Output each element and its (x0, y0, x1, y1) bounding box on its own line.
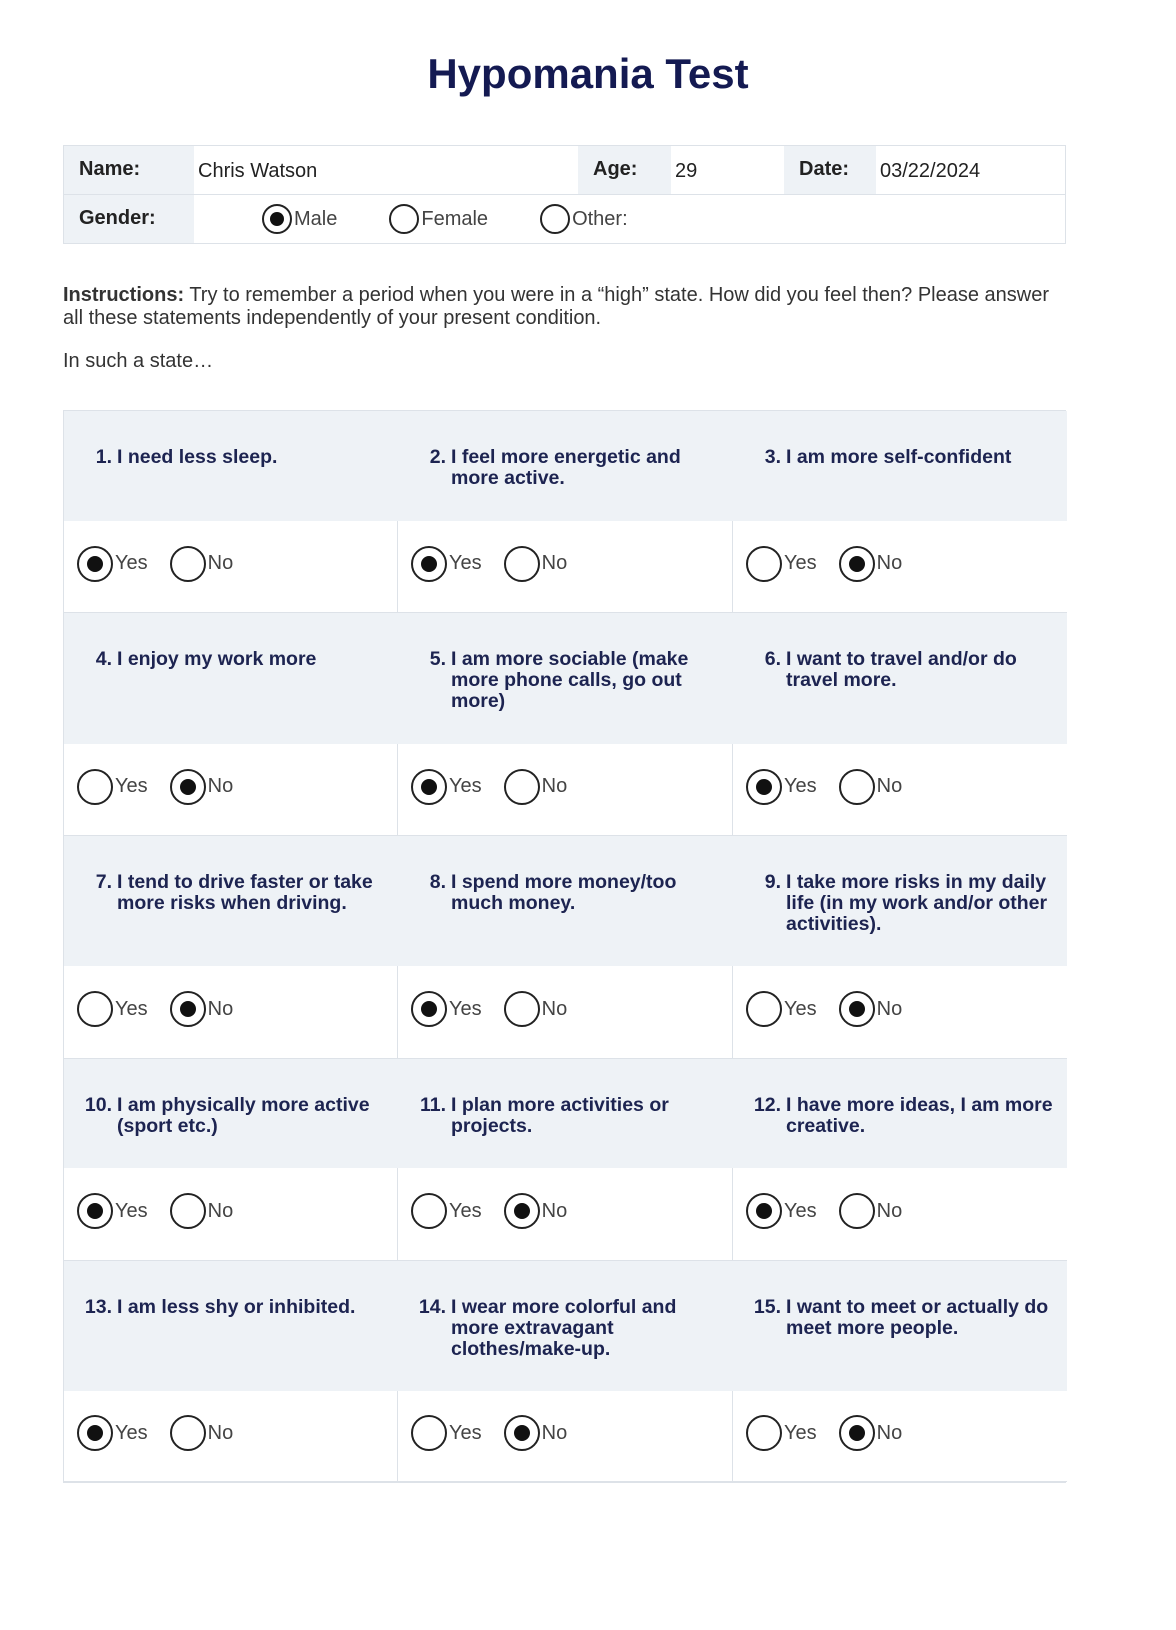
question-cell (733, 411, 1067, 521)
radio-unchecked-icon (504, 769, 540, 805)
question-number: 4. (95, 648, 112, 670)
question-text: I feel more energetic and more active. (451, 446, 681, 489)
radio-checked-icon (746, 769, 782, 805)
radio-unchecked-icon (540, 204, 570, 234)
radio-label: No (207, 1199, 234, 1222)
q10-yes-radio[interactable] (77, 1193, 148, 1229)
answer-cell (733, 744, 1067, 836)
radio-checked-icon (77, 1415, 113, 1451)
q7-yes-radio[interactable] (77, 991, 148, 1027)
radio-unchecked-icon (746, 1415, 782, 1451)
q14-yes-radio[interactable] (411, 1415, 482, 1451)
q15-no-radio[interactable] (839, 1415, 903, 1451)
q4-yes-radio[interactable] (77, 769, 148, 805)
radio-label: No (541, 552, 568, 574)
patient-info-table (63, 145, 1066, 244)
answer-cell (733, 1391, 1067, 1482)
answer-cell (64, 744, 398, 836)
question-number: 14. (418, 1296, 446, 1318)
q3-yes-radio[interactable] (746, 546, 817, 582)
radio-checked-icon (170, 991, 206, 1027)
name-label: Name: (64, 146, 194, 194)
q2-yes-radio[interactable] (411, 546, 482, 582)
radio-unchecked-icon (77, 769, 113, 805)
question-number: 1. (95, 446, 112, 468)
radio-label: No (207, 775, 234, 797)
radio-checked-icon (839, 991, 875, 1027)
radio-checked-icon (170, 769, 206, 805)
state-prompt: In such a state… (63, 350, 214, 372)
question-cell (64, 613, 398, 744)
radio-checked-icon (504, 1193, 540, 1229)
radio-label: No (207, 1421, 234, 1444)
q5-yes-radio[interactable] (411, 769, 482, 805)
radio-unchecked-icon (504, 546, 540, 582)
radio-unchecked-icon (170, 546, 206, 582)
question-number: 9. (764, 871, 781, 893)
date-label: Date: (784, 146, 876, 194)
radio-unchecked-icon (77, 991, 113, 1027)
question-text: I need less sleep. (117, 446, 278, 468)
radio-checked-icon (839, 1415, 875, 1451)
answer-cell (64, 1168, 398, 1261)
q11-yes-radio[interactable] (411, 1193, 482, 1229)
question-number: 10. (84, 1094, 112, 1116)
radio-label: Yes (115, 775, 148, 797)
question-cell (64, 1059, 398, 1168)
answer-cell (398, 744, 733, 836)
question-number: 12. (753, 1094, 781, 1116)
answer-cell (64, 1391, 398, 1482)
question-number: 8. (429, 871, 446, 893)
question-number: 11. (419, 1094, 446, 1116)
radio-label: No (876, 1421, 903, 1444)
question-text: I spend more money/too much money. (451, 871, 677, 914)
radio-label: Yes (449, 1199, 482, 1222)
question-text: I want to meet or actually do meet more people. (786, 1296, 1049, 1339)
radio-label: No (541, 775, 568, 797)
question-cell (398, 1059, 733, 1168)
question-cell (398, 613, 733, 744)
radio-checked-icon (77, 1193, 113, 1229)
radio-label: Yes (115, 997, 148, 1020)
instructions-label: Instructions: (63, 284, 185, 306)
radio-checked-icon (77, 546, 113, 582)
q10-no-radio[interactable] (170, 1193, 234, 1229)
radio-label: No (541, 997, 568, 1020)
radio-checked-icon (411, 769, 447, 805)
radio-unchecked-icon (389, 204, 419, 234)
radio-unchecked-icon (839, 769, 875, 805)
radio-label: Yes (784, 775, 817, 797)
q2-no-radio[interactable] (504, 546, 568, 582)
radio-checked-icon (746, 1193, 782, 1229)
question-cell (733, 1059, 1067, 1168)
question-number: 13. (84, 1296, 112, 1318)
q15-yes-radio[interactable] (746, 1415, 817, 1451)
q9-yes-radio[interactable] (746, 991, 817, 1027)
radio-label: Male (294, 207, 338, 230)
question-number: 2. (429, 446, 446, 468)
radio-unchecked-icon (170, 1415, 206, 1451)
radio-label: No (876, 552, 903, 574)
radio-label: Yes (115, 552, 148, 574)
question-text: I take more risks in my daily life (in my work and/or other activities). (786, 871, 1048, 935)
question-text: I want to travel and/or do travel more. (786, 648, 1017, 691)
radio-unchecked-icon (411, 1415, 447, 1451)
question-cell (733, 613, 1067, 744)
answer-cell (733, 1168, 1067, 1261)
q11-no-radio[interactable] (504, 1193, 568, 1229)
question-text: I am more sociable (make more phone calls, go out more) (451, 648, 689, 712)
radio-unchecked-icon (839, 1193, 875, 1229)
instructions-text: Try to remember a period when you were in a “high” state. How did you feel then? Please answer all these statements independently of your present condition. (63, 284, 1050, 329)
question-text: I tend to drive faster or take more risks when driving. (117, 871, 373, 914)
question-cell (64, 836, 398, 966)
radio-label: No (207, 552, 234, 574)
age-label: Age: (578, 146, 671, 194)
q1-no-radio[interactable] (170, 546, 234, 582)
question-cell (64, 1261, 398, 1391)
question-cell (398, 411, 733, 521)
radio-label: Yes (784, 997, 817, 1020)
radio-label: Female (421, 207, 489, 230)
radio-label: Yes (784, 1421, 817, 1444)
instructions (63, 284, 1073, 330)
name-field[interactable]: Chris Watson (194, 146, 578, 194)
q6-no-radio[interactable] (839, 769, 903, 805)
answer-cell (398, 1391, 733, 1482)
q9-no-radio[interactable] (839, 991, 903, 1027)
radio-label: No (876, 775, 903, 797)
radio-unchecked-icon (504, 991, 540, 1027)
gender-option-other[interactable] (540, 204, 628, 234)
answer-cell (398, 1168, 733, 1261)
radio-checked-icon (839, 546, 875, 582)
gender-option-female[interactable] (389, 204, 488, 234)
answer-cell (733, 966, 1067, 1059)
question-text: I am physically more active (sport etc.) (117, 1094, 370, 1137)
radio-unchecked-icon (411, 1193, 447, 1229)
radio-label: No (541, 1199, 568, 1222)
radio-label: Yes (115, 1199, 148, 1222)
gender-option-male[interactable] (262, 204, 337, 234)
answer-cell (398, 521, 733, 613)
q1-yes-radio[interactable] (77, 546, 148, 582)
question-number: 6. (764, 648, 781, 670)
radio-checked-icon (411, 991, 447, 1027)
q4-no-radio[interactable] (170, 769, 234, 805)
radio-label: Yes (784, 552, 817, 574)
q8-yes-radio[interactable] (411, 991, 482, 1027)
q14-no-radio[interactable] (504, 1415, 568, 1451)
radio-unchecked-icon (170, 1193, 206, 1229)
radio-label: Yes (449, 1421, 482, 1444)
question-cell (64, 411, 398, 521)
question-number: 15. (753, 1296, 781, 1318)
q3-no-radio[interactable] (839, 546, 903, 582)
radio-label: Yes (115, 1421, 148, 1444)
question-cell (398, 836, 733, 966)
radio-label: Yes (784, 1199, 817, 1222)
answer-cell (398, 966, 733, 1059)
radio-label: Yes (449, 552, 482, 574)
q13-no-radio[interactable] (170, 1415, 234, 1451)
radio-unchecked-icon (746, 991, 782, 1027)
radio-unchecked-icon (746, 546, 782, 582)
question-cell (398, 1261, 733, 1391)
radio-label: No (876, 997, 903, 1020)
gender-label: Gender: (64, 195, 194, 243)
page-title: Hypomania Test (427, 50, 749, 97)
q8-no-radio[interactable] (504, 991, 568, 1027)
date-field[interactable]: 03/22/2024 (876, 146, 1065, 194)
question-text: I have more ideas, I am more creative. (786, 1094, 1053, 1137)
question-text: I am more self-confident (786, 446, 1012, 468)
radio-label: Yes (449, 775, 482, 797)
radio-checked-icon (411, 546, 447, 582)
answer-cell (733, 521, 1067, 613)
question-text: I wear more colorful and more extravagant clothes/make-up. (451, 1296, 677, 1360)
radio-label: Yes (449, 997, 482, 1020)
radio-checked-icon (504, 1415, 540, 1451)
questions-grid (63, 410, 1066, 1483)
radio-label: No (207, 997, 234, 1020)
radio-label: No (876, 1199, 903, 1222)
age-field[interactable]: 29 (671, 146, 784, 194)
answer-cell (64, 966, 398, 1059)
q12-no-radio[interactable] (839, 1193, 903, 1229)
question-text: I plan more activities or projects. (451, 1094, 669, 1137)
q5-no-radio[interactable] (504, 769, 568, 805)
question-number: 5. (429, 648, 446, 670)
radio-checked-icon (262, 204, 292, 234)
question-cell (733, 1261, 1067, 1391)
q12-yes-radio[interactable] (746, 1193, 817, 1229)
question-text: I am less shy or inhibited. (117, 1296, 356, 1318)
question-cell (733, 836, 1067, 966)
q6-yes-radio[interactable] (746, 769, 817, 805)
question-number: 7. (95, 871, 112, 893)
answer-cell (64, 521, 398, 613)
question-number: 3. (764, 446, 781, 468)
q13-yes-radio[interactable] (77, 1415, 148, 1451)
gender-radio-group (194, 195, 1065, 243)
radio-label: No (541, 1421, 568, 1444)
question-text: I enjoy my work more (117, 648, 317, 670)
radio-label: Other: (572, 207, 628, 230)
q7-no-radio[interactable] (170, 991, 234, 1027)
